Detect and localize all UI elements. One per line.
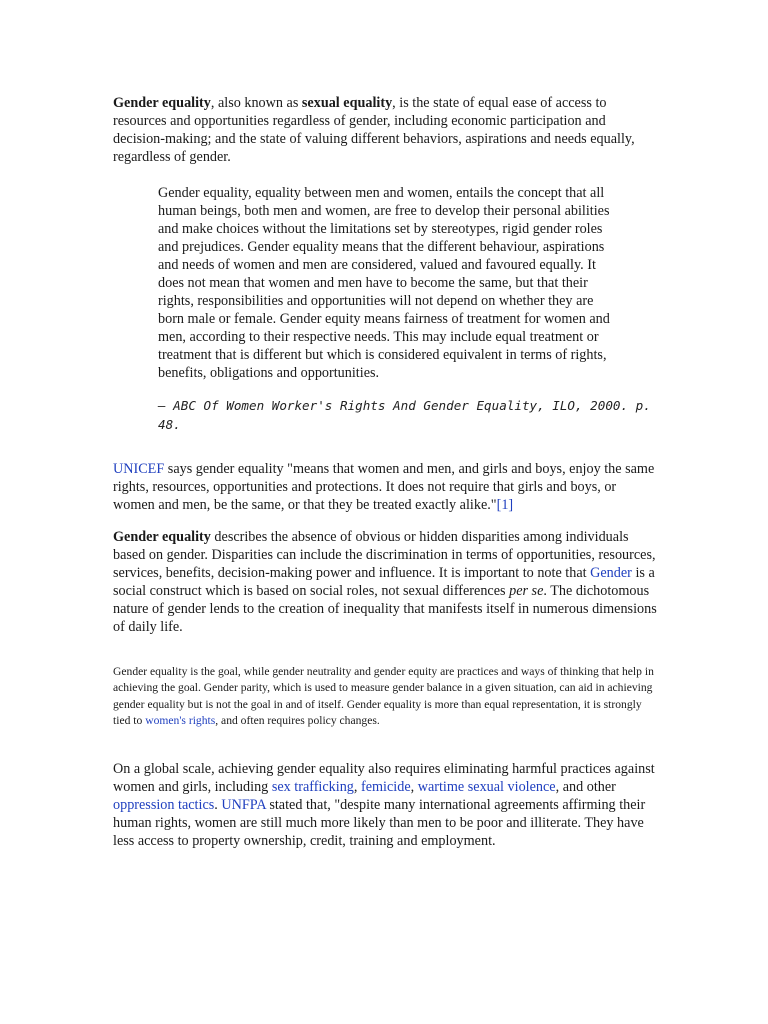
link-sex-trafficking[interactable]: sex trafficking — [271, 778, 354, 795]
link-womens-rights[interactable]: women's rights — [145, 714, 216, 728]
intro-paragraph — [113, 94, 658, 166]
global-text-2: , and other — [555, 778, 616, 795]
global-paragraph — [113, 760, 658, 850]
goal-text-1: Gender equality is the goal, while gender neutrality and gender equity are practices and ways of thinking that help in achieving the goal. Gender parity, which is used to measure gender balance in a given situation, can aid in achieving gender equality but is not the goal in and of itself. Gender equality is more than equal representation, it is strongly tied to — [113, 665, 654, 728]
disparities-text-1: describes the absence of obvious or hidden disparities among individuals based on gender. Disparities can include the discrimination in terms of opportunities, resources, services, benefits, decision-making power and influence. It is important to note that — [113, 529, 656, 581]
term-gender-equality: Gender equality — [113, 95, 211, 111]
disparities-paragraph — [113, 528, 658, 636]
goal-text-2: , and often requires policy changes. — [215, 714, 380, 728]
link-femicide[interactable]: femicide — [360, 778, 411, 795]
unicef-text: says gender equality "means that women and men, and girls and boys, enjoy the same rights, resources, opportunities and protections. It does not require that girls and boys, or women and men, be the same, or that they be treated exactly alike." — [113, 461, 655, 513]
separator: , — [410, 778, 418, 795]
separator: , — [353, 778, 361, 795]
link-unfpa[interactable]: UNFPA — [221, 796, 266, 813]
italic-per-se: per se — [509, 583, 544, 599]
link-unicef[interactable]: UNICEF — [113, 461, 165, 477]
reference-link-1[interactable]: [1] — [496, 497, 514, 513]
term-gender-equality-2: Gender equality — [113, 529, 211, 545]
quote-citation: — ABC Of Women Worker's Rights And Gender Equality, ILO, 2000. p. 48. — [158, 398, 651, 432]
global-text-3: . — [214, 796, 222, 813]
block-quote: Gender equality, equality between men and women, entails the concept that all human beings, both men and women, are free to develop their personal abilities and make choices without the limitations set by stereotypes, rigid gender roles and prejudices. Gender equality means that the different behaviour, aspirations and needs of women and men are considered, valued and favoured equally. It does not mean that women and men have to become the same, but that their rights, responsibilities and opportunities will not depend on whether they are born male or female. Gender equity means fairness of treatment for women and men, according to their respective needs. This may include equal treatment or treatment that is different but which is considered equivalent in terms of rights, benefits, obligations and opportunities. — [158, 185, 610, 381]
global-text-1: On a global scale, achieving gender equality also requires eliminating harmful practices against women and girls, including — [113, 760, 655, 795]
term-sexual-equality: sexual equality — [301, 95, 393, 111]
link-oppression-tactics[interactable]: oppression tactics — [113, 796, 215, 813]
goal-paragraph — [113, 664, 658, 730]
document-body — [113, 94, 658, 850]
link-wartime-sexual-violence[interactable]: wartime sexual violence — [417, 778, 556, 795]
link-gender[interactable]: Gender — [590, 565, 632, 581]
intro-text-2: , is the state of equal ease of access to resources and opportunities regardless of gender, including economic participation and decision-making; and the state of valuing different behaviors, aspirations and needs equally, regardless of gender. — [113, 95, 635, 165]
disparities-text-3: . The dichotomous nature of gender lends to the creation of inequality that manifests itself in numerous dimensions of daily life. — [113, 583, 657, 635]
intro-text-1: , also known as — [210, 95, 302, 111]
disparities-text-2: is a social construct which is based on social roles, not sexual differences — [113, 565, 655, 599]
global-text-4: stated that, "despite many international agreements affirming their human rights, women are still much more likely than men to be poor and illiterate. They have less access to property ownership, credit, training and employment. — [113, 796, 646, 849]
unicef-paragraph — [113, 460, 658, 514]
